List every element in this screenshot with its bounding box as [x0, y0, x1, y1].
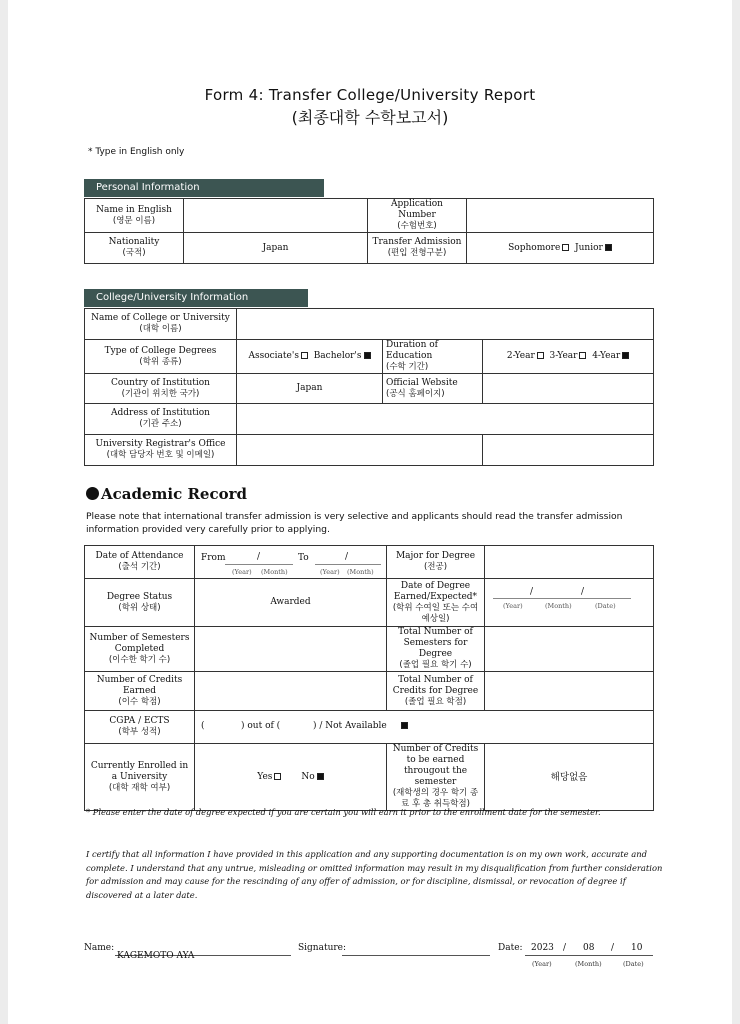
credits-semester-value[interactable]: 해당없음	[485, 744, 654, 811]
degree-date-input[interactable]: / / (Year) (Month) (Date)	[485, 579, 654, 627]
attendance-label-cell: Date of Attendance (출석 기간)	[85, 546, 195, 579]
four-year-checkbox[interactable]	[622, 352, 629, 359]
enrolled-label-cell: Currently Enrolled in a University (대학 재학 여부)	[85, 744, 195, 811]
personal-info-table	[84, 198, 654, 264]
form-title: Form 4: Transfer College/University Report	[204, 86, 536, 104]
college-section-title: College/University Information	[84, 289, 308, 307]
not-available-checkbox[interactable]	[401, 722, 408, 729]
junior-checkbox[interactable]	[605, 244, 612, 251]
cgpa-label-cell: CGPA / ECTS (학부 성적)	[85, 711, 195, 744]
major-label-cell: Major for Degree (전공)	[387, 546, 485, 579]
app-no-input[interactable]	[467, 199, 654, 233]
associates-checkbox[interactable]	[301, 352, 308, 359]
website-input[interactable]	[483, 374, 654, 404]
total-semesters-input[interactable]	[485, 627, 654, 672]
admission-label-cell: Transfer Admission (편입 전형구분)	[368, 233, 467, 264]
yes-label: Yes	[257, 771, 273, 782]
college-name-label-cell: Name of College or University (대학 이름)	[85, 309, 237, 340]
sophomore-checkbox[interactable]	[562, 244, 569, 251]
degree-date-label-cell: Date of Degree Earned/Expected* (학위 수여일 또는 수여 예상일)	[387, 579, 485, 627]
academic-record-table	[84, 545, 654, 811]
no-checkbox[interactable]	[317, 773, 324, 780]
credits-semester-label-cell: Number of Credits to be earned througout the semester (재학생의 경우 학기 종료 후 총 취득학점)	[387, 744, 485, 811]
college-info-table	[84, 308, 654, 466]
total-semesters-label-cell: Total Number of Semesters for Degree (졸업 필요 학기 수)	[387, 627, 485, 672]
attendance-dates[interactable]: From / To / (Year) (Month) (Year) (Month)	[195, 546, 387, 579]
form-page: Form 4: Transfer College/University Report (최종대학 수학보고서) * Type in English only Personal Information Name in English (영문 이름) Application Number (수험번호) Nationality (국적) Japan Transfer Admission (편입 전형구분) Sophomore Junior College/University Information Name of College or University (대학 이름) Type of College Degrees (학위 종류) Associate's Bachelor's Duration of Education (수학 기간) 2-Year 3-Year 4-Year Country of Institution (기관이 위치한 국가) Japan Official Website (공식 홈페이지) Address of Institution (기관 주소) University Registrar's Office (대학 담당자 번호 및 이메일) Academic Record Please note that international transfer admission is very selective and applicants should read the transfer admission information provided very carefully prior to applying. Date of Attendance (출석 기간) From / To / (Year) (Month) (Year) (Month) Major for Degree (전공) Degree Status (학위 상태) Awarded Date of Degree Earned/Expected* (학위 수여일 또는 수여 예상일) / / (Year) (Month) (Date) Number of Semesters Completed (이수한 학기 수) Total Number of Semesters for Degree (졸업 필요 학기 수) Number of Credits Earned (이수 학점) Total Number of Credits for Degree (졸업 필요 학점) CGPA / ECTS (학부 성적) ( ) out of ( ) / Not Available Currently Enrolled in a University (대학 재학 여부) Yes No Number of Credits to be earned througout the semester (재학생의 경우 학기 종료 후 총 취득학점) 해당없음 * Please enter the date of degree expected if you are certain you will earn it prior to the enrollment date for the semester. I certify that all information I have provided in this application and any supporting documentation is on my own work, accurate and complete. I understand that any untrue, misleading or omitted information may result in my disqualification from further consideration for admission and may cause for the rescinding of any offer of admission, or for discipline, dismissal, or revocation of degree if discovered at a later date. Name: KAGEMOTO AYA Signature: Date: 2023 / 08 / 10 (Year) (Month) (Date)	[8, 0, 732, 1024]
total-credits-label-cell: Total Number of Credits for Degree (졸업 필요 학점)	[387, 672, 485, 711]
status-value[interactable]: Awarded	[195, 579, 387, 627]
two-year-label: 2-Year	[506, 351, 535, 361]
day-caption: (Date)	[623, 960, 644, 968]
form-subtitle: (최종대학 수학보고서)	[291, 108, 449, 127]
website-label-cell: Official Website (공식 홈페이지)	[383, 374, 483, 404]
nationality-value[interactable]: Japan	[184, 233, 368, 264]
registrar-email-input[interactable]	[483, 435, 654, 466]
status-label-cell: Degree Status (학위 상태)	[85, 579, 195, 627]
three-year-label: 3-Year	[549, 351, 578, 361]
signature-field[interactable]	[342, 943, 490, 956]
to-label: To	[298, 553, 309, 563]
degree-type-options	[237, 340, 383, 374]
bachelors-checkbox[interactable]	[364, 352, 371, 359]
certification-statement: I certify that all information I have provided in this application and any supporting documentation is on my own work, accurate and complete. I understand that any untrue, misleading or omitted information may result in my disqualification from further consideration for admission and may cause for the rescinding of any offer of admission, or for discipline, dismissal, or revocation of degree if discovered at a later date.	[86, 849, 663, 900]
admission-options	[467, 233, 654, 264]
degree-footnote: * Please enter the date of degree expected if you are certain you will earn it prior to the enrollment date for the semester.	[86, 807, 601, 817]
country-value[interactable]: Japan	[237, 374, 383, 404]
cgpa-input[interactable]: ( ) out of ( ) / Not Available	[195, 711, 654, 744]
duration-label-cell: Duration of Education (수학 기간)	[383, 340, 483, 374]
enrolled-options	[195, 744, 387, 811]
degree-type-label-cell: Type of College Degrees (학위 종류)	[85, 340, 237, 374]
academic-record-heading: Academic Record	[86, 485, 247, 503]
registrar-label-cell: University Registrar's Office (대학 담당자 번호 및 이메일)	[85, 435, 237, 466]
signature-label: Signature:	[298, 943, 347, 953]
date-label: Date:	[498, 943, 523, 953]
academic-note-paragraph: Please note that international transfer admission is very selective and applicants should read the transfer admission information provided very carefully prior to applying.	[86, 511, 623, 535]
sophomore-label: Sophomore	[508, 242, 561, 253]
two-year-checkbox[interactable]	[537, 352, 544, 359]
name-en-input[interactable]	[184, 199, 368, 233]
from-label: From	[201, 553, 226, 563]
date-year-value: 2023	[531, 943, 554, 953]
bachelors-label: Bachelor's	[313, 351, 362, 361]
registrar-phone-input[interactable]	[237, 435, 483, 466]
college-name-input[interactable]	[237, 309, 654, 340]
name-field[interactable]: KAGEMOTO AYA	[115, 943, 291, 956]
app-no-label-cell: Application Number (수험번호)	[368, 199, 467, 233]
four-year-label: 4-Year	[592, 351, 621, 361]
country-label-cell: Country of Institution (기관이 위치한 국가)	[85, 374, 237, 404]
year-caption: (Year)	[532, 960, 552, 968]
major-input[interactable]	[485, 546, 654, 579]
junior-label: Junior	[575, 242, 603, 253]
name-en-label-cell: Name in English (영문 이름)	[85, 199, 184, 233]
bullet-icon	[86, 487, 99, 500]
address-label-cell: Address of Institution (기관 주소)	[85, 404, 237, 435]
date-month-value: 08	[583, 943, 595, 953]
no-label: No	[301, 771, 315, 782]
duration-options	[483, 340, 654, 374]
nationality-label-cell: Nationality (국적)	[85, 233, 184, 264]
three-year-checkbox[interactable]	[579, 352, 586, 359]
english-only-note: * Type in English only	[88, 147, 185, 157]
month-caption: (Month)	[575, 960, 602, 968]
credits-input[interactable]	[195, 672, 387, 711]
associates-label: Associate's	[248, 351, 299, 361]
date-day-value: 10	[631, 943, 643, 953]
semesters-label-cell: Number of Semesters Completed (이수한 학기 수)	[85, 627, 195, 672]
semesters-input[interactable]	[195, 627, 387, 672]
personal-section-title: Personal Information	[84, 179, 324, 197]
address-input[interactable]	[237, 404, 654, 435]
name-label: Name:	[84, 943, 115, 953]
total-credits-input[interactable]	[485, 672, 654, 711]
credits-label-cell: Number of Credits Earned (이수 학점)	[85, 672, 195, 711]
yes-checkbox[interactable]	[274, 773, 281, 780]
